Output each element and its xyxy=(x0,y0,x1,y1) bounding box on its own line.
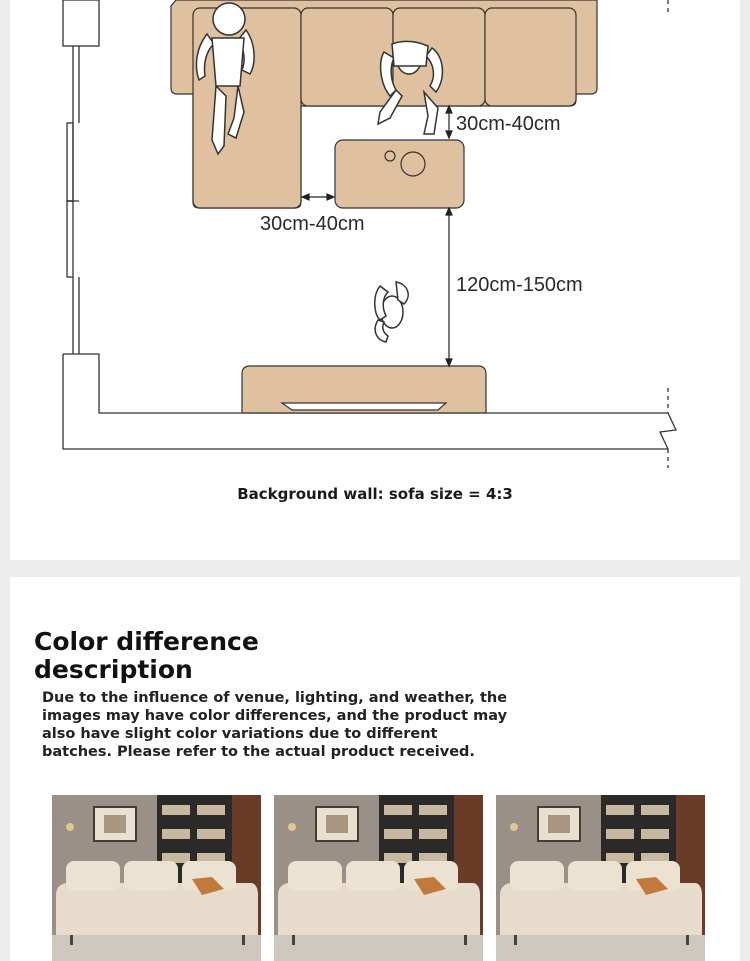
sofa-photo xyxy=(52,795,261,961)
layout-diagram-panel xyxy=(10,0,740,560)
sofa-photo xyxy=(496,795,705,961)
person-standing-icon xyxy=(375,282,408,342)
tv-cabinet xyxy=(242,366,486,413)
color-difference-panel xyxy=(10,577,740,961)
wall-segment xyxy=(73,46,79,123)
coffee-table xyxy=(335,140,464,208)
floorplan-diagram xyxy=(10,0,740,560)
tv-icon xyxy=(282,403,446,410)
wall-column xyxy=(63,0,99,46)
dimension-label: 120cm-150cm xyxy=(456,274,583,296)
sofa-seat xyxy=(301,8,393,106)
section-heading: Color difference description xyxy=(34,627,259,684)
wall-break-mark xyxy=(660,413,676,449)
window-frame xyxy=(67,123,73,201)
section-description: Due to the influence of venue, lighting, and weather, the images may have color differences, and the product may also have slight color variations due to different batches. Please refer to the actual product received. xyxy=(42,690,508,760)
sofa-seat xyxy=(485,8,576,106)
window-frame xyxy=(67,201,73,277)
wall-segment xyxy=(73,277,79,354)
diagram-caption: Background wall: sofa size = 4:3 xyxy=(237,485,513,503)
sofa-photo xyxy=(274,795,483,961)
dimension-label: 30cm-40cm xyxy=(456,113,561,135)
dimension-label: 30cm-40cm xyxy=(260,213,365,235)
